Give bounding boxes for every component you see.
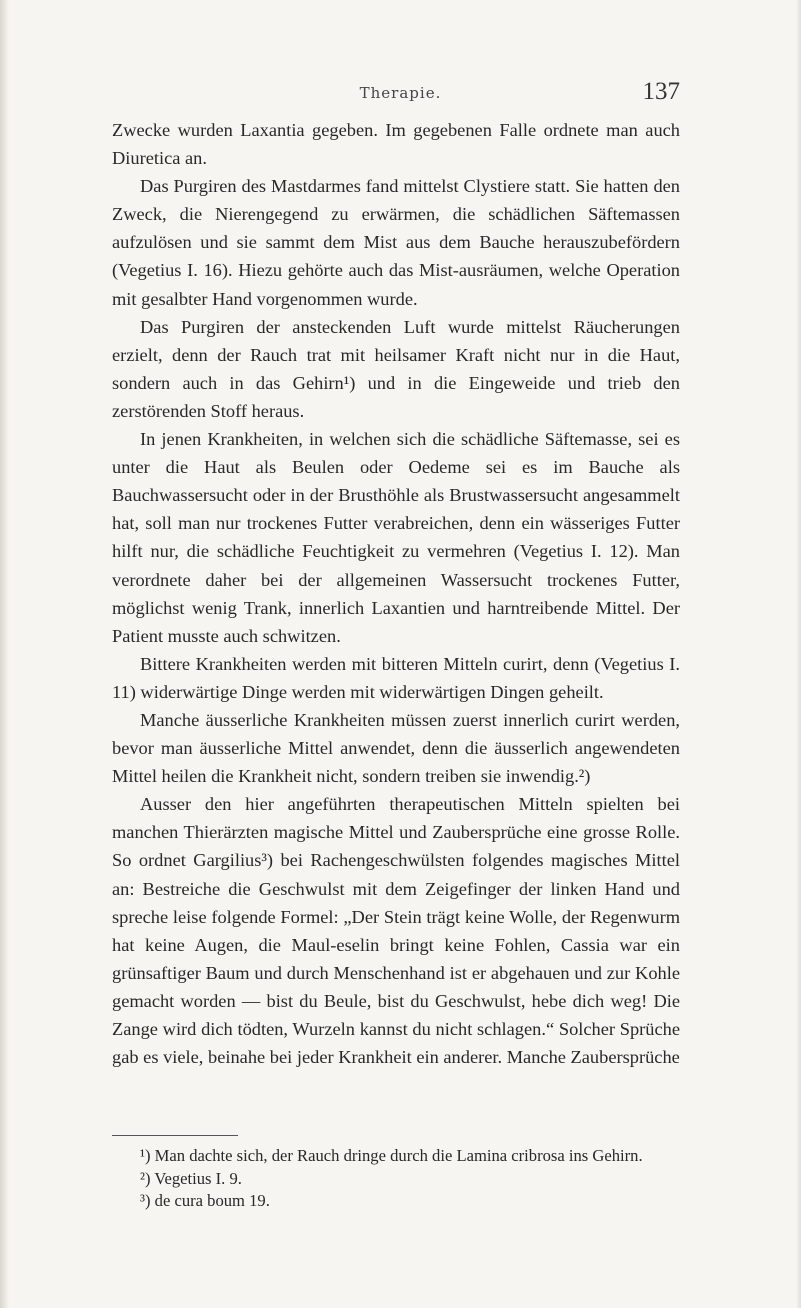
paragraph-6: Manche äusserliche Krankheiten müssen zuerst innerlich curirt werden, bevor man äusserliche Mittel anwendet, denn die äusserlich angewendeten Mittel heilen die Krankheit nicht, sondern treiben sie inwendig.²) xyxy=(112,709,680,787)
running-head xyxy=(0,80,801,110)
paragraph-3: Das Purgiren der ansteckenden Luft wurde mittelst Räucherungen erzielt, denn der Rauch trat mit heilsamer Kraft nicht nur in die Haut, sondern auch in das Gehirn¹) und in die Eingeweide und trieb den zerstörenden Stoff heraus. xyxy=(112,316,680,421)
paragraph-2: Das Purgiren des Mastdarmes fand mittelst Clystiere statt. Sie hatten den Zweck, die Nierengegend zu erwärmen, die schädlichen Säftemassen aufzulösen und sie sammt dem Mist aus dem Bauche herauszubefördern (Vegetius I. 16). Hiezu gehörte auch das Mist-ausräumen, welche Operation mit gesalbter Hand vorgenommen wurde. xyxy=(112,176,680,309)
paragraph-5: Bittere Krankheiten werden mit bitteren Mitteln curirt, denn (Vegetius I. 11) widerwärtige Dinge werden mit widerwärtigen Dingen geheilt. xyxy=(112,653,680,702)
running-title: Therapie. xyxy=(359,84,442,102)
page-number: 137 xyxy=(642,78,680,105)
footnote-1: ¹) Man dachte sich, der Rauch dringe durch die Lamina cribrosa ins Gehirn. xyxy=(140,1146,643,1165)
page-edge-right xyxy=(796,0,801,1308)
page-edge-left xyxy=(0,0,9,1308)
paragraph-1: Zwecke wurden Laxantia gegeben. Im gegebenen Falle ordnete man auch Diuretica an. xyxy=(112,120,680,169)
paragraph-4: In jenen Krankheiten, in welchen sich die schädliche Säftemasse, sei es unter die Haut als Beulen oder Oedeme sei es im Bauche als Bauchwassersucht oder in der Brusthöhle als Brustwassersucht angesammelt hat, soll man nur trockenes Futter verabreichen, denn ein wässeriges Futter hilft nur, die schädliche Feuchtigkeit zu vermehren (Vegetius I. 12). Man verordnete daher bei der allgemeinen Wassersucht trockenes Futter, möglichst wenig Trank, innerlich Laxantien und harntreibende Mittel. Der Patient musste auch schwitzen. xyxy=(112,429,680,646)
footnote-divider xyxy=(112,1135,238,1136)
paragraph-7: Ausser den hier angeführten therapeutischen Mitteln spielten bei manchen Thierärzten magische Mittel und Zaubersprüche eine grosse Rolle. So ordnet Gargilius³) bei Rachengeschwülsten folgendes magisches Mittel an: Bestreiche die Geschwulst mit dem Zeigefinger der linken Hand und spreche leise folgende Formel: „Der Stein trägt keine Wolle, der Regenwurm hat keine Augen, die Maul-eselin bringt keine Fohlen, Cassia war ein grünsaftiger Baum und durch Menschenhand ist er abgehauen und zur Kohle gemacht worden — bist du Beule, bist du Geschwulst, hebe dich weg! Die Zange wird dich tödten, Wurzeln kannst du nicht schlagen.“ Solcher Sprüche gab es viele, beinahe bei jeder Krankheit ein anderer. Manche Zaubersprüche xyxy=(112,794,680,1068)
footnote-3: ³) de cura boum 19. xyxy=(140,1191,270,1210)
body-text xyxy=(112,116,680,1071)
footnote-2: ²) Vegetius I. 9. xyxy=(140,1168,242,1188)
footnotes xyxy=(112,1145,680,1213)
